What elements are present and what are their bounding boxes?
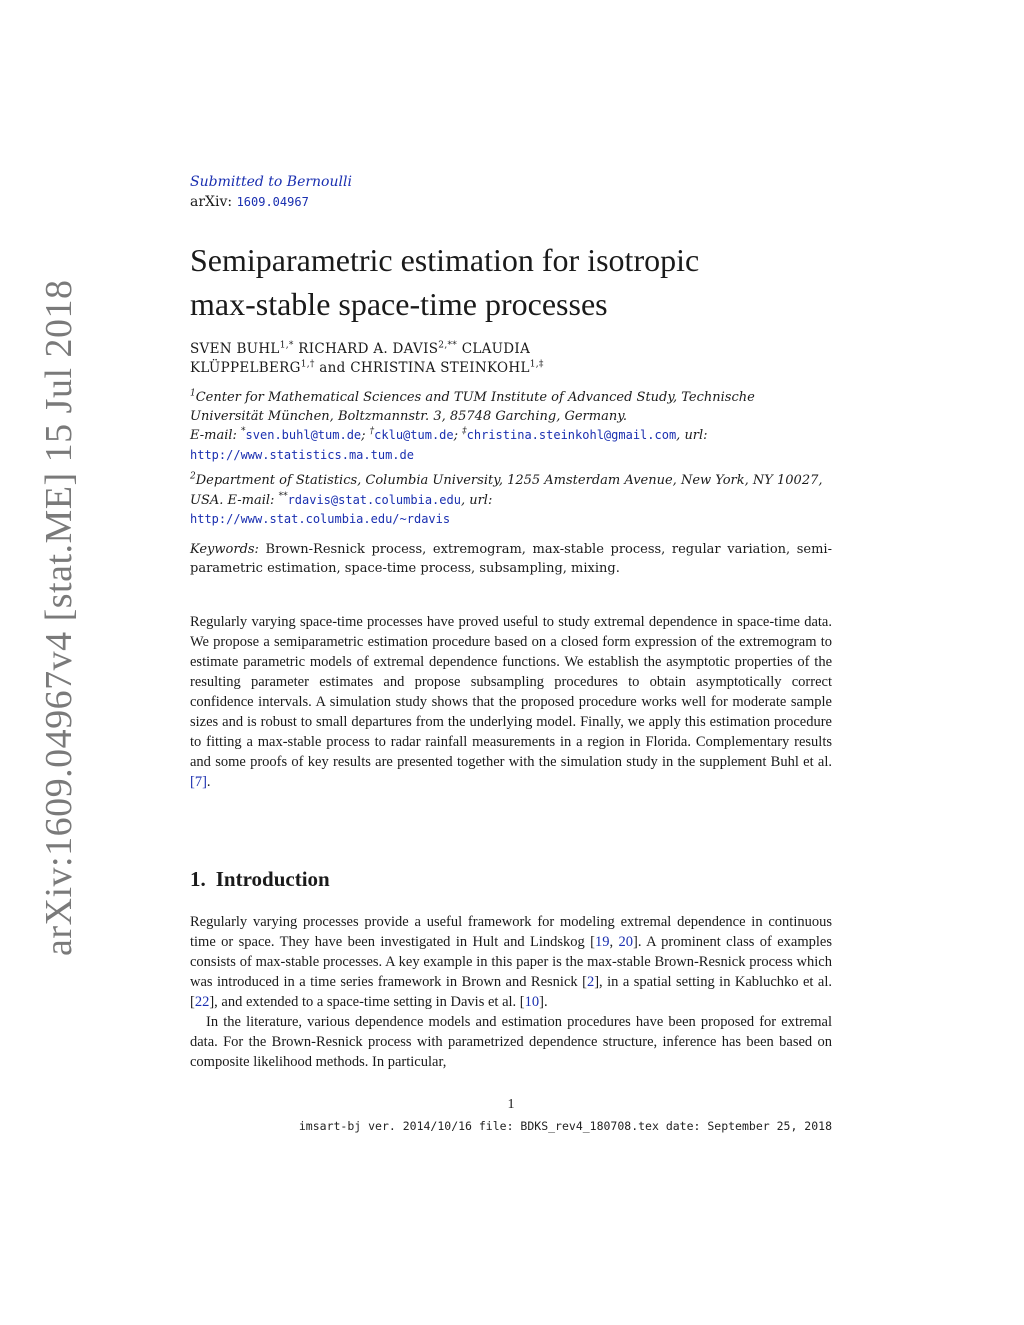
title-line-1: Semiparametric estimation for isotropic xyxy=(190,242,700,278)
paragraph-text: ], and extended to a space-time setting in Davis et al. [ xyxy=(209,994,525,1010)
paragraph-text: ], in a spatial setting in Kabluchko et al. [ xyxy=(190,974,832,1010)
email-link[interactable]: cklu@tum.de xyxy=(374,428,454,442)
email-mark: * xyxy=(241,426,246,437)
email-link[interactable]: christina.steinkohl@gmail.com xyxy=(466,428,677,442)
title-line-2: max-stable space-time processes xyxy=(190,286,608,322)
author-name: SVEN BUHL xyxy=(190,341,280,357)
affiliation-number: 2 xyxy=(190,471,196,482)
abstract xyxy=(190,612,832,792)
keywords-text: Brown-Resnick process, extremogram, max-stable process, regular variation, semi-parametric estimation, space-time process, subsampling, mixing. xyxy=(190,542,832,576)
arxiv-id-line xyxy=(190,193,832,211)
citation-link[interactable]: 22 xyxy=(194,994,210,1010)
citation-sep: , xyxy=(609,934,619,950)
paper-title xyxy=(190,238,832,326)
paragraph: In the literature, various dependence models and estimation procedures have been proposed for extremal data. For the Brown-Resnick process with parametrized dependence structure, inference has been based on composite likelihood methods. In particular, xyxy=(190,1014,832,1070)
section-heading xyxy=(190,867,832,892)
affiliation-1: $^1$Center for Mathematical Sciences and TUM Institute of Advanced Study, Technische Universität München, Boltzmannstr. 3, 85748 Garching, Germany. E-mail: *sven.buhl@tum.de; †cklu@tum.de; ‡christina.steinkohl@gmail.com, url: http://www.statistics.ma.tum.de xyxy=(190,388,755,462)
citation-link[interactable]: 20 xyxy=(618,934,634,950)
submitted-to-link[interactable]: Submitted to Bernoulli xyxy=(190,174,352,190)
affiliation-number: 1 xyxy=(190,388,196,399)
author-affil-mark: 1,‡ xyxy=(529,359,544,370)
arxiv-label: arXiv: xyxy=(190,194,233,210)
citation-link[interactable]: 2 xyxy=(586,974,595,990)
author-name: CLAUDIA xyxy=(461,341,531,357)
affiliation-text: Department of Statistics, Columbia University, 1255 Amsterdam Avenue, New York, NY 10027, USA. E-mail: xyxy=(190,473,823,508)
author-affil-mark: 2,** xyxy=(438,340,458,351)
paragraph-text: Regularly varying processes provide a useful framework for modeling extremal dependence in continuous time or space. They have been investigated in Hult and Lindskog [ xyxy=(190,914,832,950)
page-number: 1 xyxy=(507,1097,515,1112)
keywords-label: Keywords: xyxy=(190,542,259,557)
citation-link[interactable]: 10 xyxy=(524,994,540,1010)
arxiv-id-link[interactable]: 1609.04967 xyxy=(236,195,309,209)
citation-link[interactable]: [7] xyxy=(190,774,207,790)
email-mark: ‡ xyxy=(462,426,467,437)
url-link[interactable]: http://www.statistics.ma.tum.de xyxy=(190,447,414,462)
affiliation-2: $^2$Department of Statistics, Columbia University, 1255 Amsterdam Avenue, New York, NY 10027, USA. E-mail: **rdavis@stat.columbia.edu, url: http://www.stat.columbia.edu/~rdavis xyxy=(190,471,823,526)
page-footer: imsart-bj ver. 2014/10/16 file: BDKS_rev4_180708.tex date: September 25, 2018 xyxy=(298,1119,832,1133)
citation-link[interactable]: 19 xyxy=(595,934,610,950)
keywords xyxy=(190,541,832,578)
arxiv-side-stamp: arXiv:1609.04967v4 [stat.ME] 15 Jul 2018 xyxy=(38,279,80,956)
author-affil-mark: 1,* xyxy=(279,340,294,351)
affiliation-text: Center for Mathematical Sciences and TUM Institute of Advanced Study, Technische Universität München, Boltzmannstr. 3, 85748 Garching, Germany. xyxy=(190,390,755,424)
email-mark: ** xyxy=(278,491,288,502)
author-name: KLÜPPELBERG xyxy=(190,360,301,376)
url-label: url: xyxy=(684,428,708,443)
author-name: RICHARD A. DAVIS xyxy=(298,341,439,357)
abstract-text: Regularly varying space-time processes have proved useful to study extremal dependence in space-time data. We propose a semiparametric estimation procedure based on a closed form expression of the extremogram to estimate parametric models of extremal dependence functions. We establish the asymptotic properties of the resulting parameter estimates and propose subsampling procedures to obtain asymptotically correct confidence intervals. A simulation study shows that the proposed procedure works well for moderate sample sizes and is robust to small departures from the underlying model. Finally, we apply this estimation procedure to fitting a max-stable process to radar rainfall measurements in a region in Florida. Complementary results and some proofs of key results are presented together with the simulation study in the supplement Buhl et al. xyxy=(190,614,832,770)
paragraph-text: ]. A prominent class of examples consists of max-stable processes. A key example in this paper is the max-stable Brown-Resnick process which was introduced in a time series framework in Brown and Resnick [ xyxy=(190,934,832,990)
author-and: and xyxy=(319,360,346,376)
email-link[interactable]: rdavis@stat.columbia.edu xyxy=(287,492,461,507)
paragraph xyxy=(190,912,832,1012)
abstract-end: . xyxy=(206,774,211,790)
introduction-body xyxy=(190,912,832,1072)
email-mark: † xyxy=(369,426,375,437)
author-list xyxy=(190,340,832,378)
url-link[interactable]: http://www.stat.columbia.edu/~rdavis xyxy=(190,512,451,526)
url-label: url: xyxy=(469,492,493,508)
section-title: Introduction xyxy=(215,867,330,891)
email-link[interactable]: sven.buhl@tum.de xyxy=(245,428,362,442)
paragraph-text: ]. xyxy=(539,994,548,1010)
author-affil-mark: 1,† xyxy=(300,359,315,370)
section-number: 1. xyxy=(190,867,206,891)
author-name: CHRISTINA STEINKOHL xyxy=(350,360,530,376)
email-label: E-mail: xyxy=(190,428,237,443)
